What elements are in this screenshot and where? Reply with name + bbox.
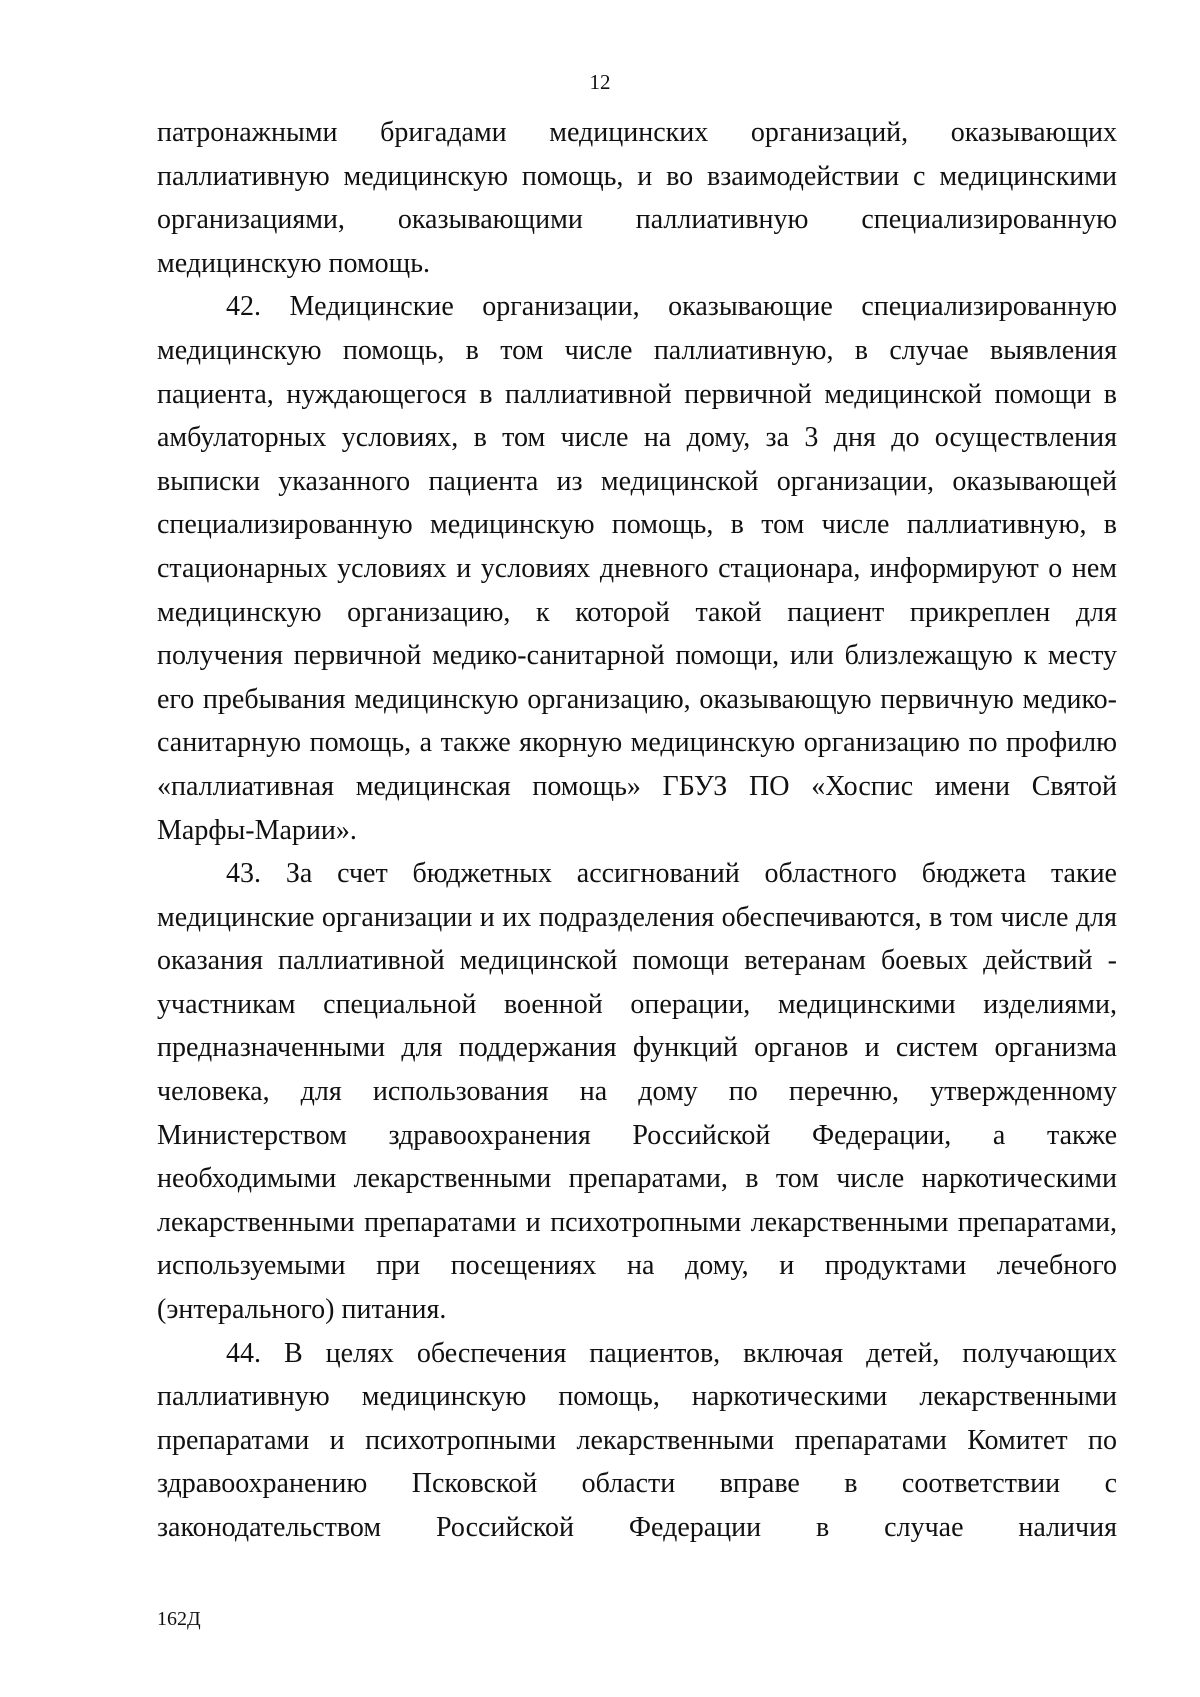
paragraph-item-42: 42. Медицинские организации, оказывающие специализированную медицинскую помощь, в том числе паллиативную, в случае выявления пациента, нуждающегося в паллиативной первичной медицинской помощи в амбулаторных условиях, в том числе на дому, за 3 дня до осуществления выписки указанного пациента из медицинской организации, оказывающей специализированную медицинскую помощь, в том числе паллиативную, в стационарных условиях и условиях дневного стационара, информируют о нем медицинскую организацию, к которой такой пациент прикреплен для получения первичной медико-санитарной помощи, или близлежащую к месту его пребывания медицинскую организацию, оказывающую первичную медико-санитарную помощь, а также якорную медицинскую организацию по профилю «паллиативная медицинская помощь» ГБУЗ ПО «Хоспис имени Святой Марфы-Марии». xyxy=(157,291,1117,846)
paragraph-item-44: 44. В целях обеспечения пациентов, включая детей, получающих паллиативную медицинскую помощь, наркотическими лекарственными препаратами и психотропными лекарственными препаратами Комитет по здравоохранению Псковской области вправе в соответствии с законодательством Российской Федерации в случае наличия xyxy=(157,1337,1117,1543)
page-number: 12 xyxy=(589,70,611,94)
paragraph-item-43: 43. За счет бюджетных ассигнований областного бюджета такие медицинские организации и их подразделения обеспечиваются, в том числе для оказания паллиативной медицинской помощи ветеранам боевых действий - участникам специальной военной операции, медицинскими изделиями, предназначенными для поддержания функций органов и систем организма человека, для использования на дому по перечню, утвержденному Министерством здравоохранения Российской Федерации, а также необходимыми лекарственными препаратами, в том числе наркотическими лекарственными препаратами и психотропными лекарственными препаратами, используемыми при посещениях на дому, и продуктами лечебного (энтерального) питания. xyxy=(157,858,1117,1326)
document-code: 162Д xyxy=(157,1608,201,1630)
document-body xyxy=(157,111,1117,1550)
paragraph-continuation: патронажными бригадами медицинских организаций, оказывающих паллиативную медицинскую помощь, и во взаимодействии с медицинскими организациями, оказывающими паллиативную специализированную медицинскую помощь. xyxy=(157,117,1117,279)
